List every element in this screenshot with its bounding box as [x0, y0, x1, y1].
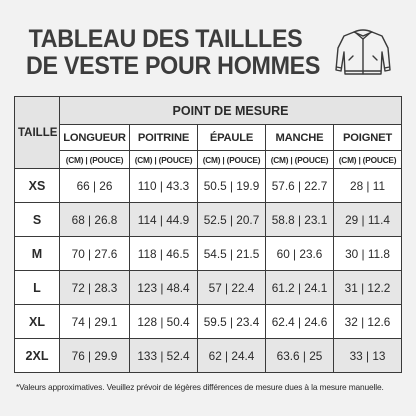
table-cell: 76 | 29.9	[60, 339, 130, 373]
table-cell: 72 | 28.3	[60, 271, 130, 305]
table-cell: 52.5 | 20.7	[198, 203, 266, 237]
table-cell: 60 | 23.6	[266, 237, 334, 271]
table-row	[15, 305, 402, 339]
table-cell: 110 | 43.3	[130, 169, 198, 203]
table-cell: 28 | 11	[334, 169, 402, 203]
table-row	[15, 203, 402, 237]
table-row	[15, 339, 402, 373]
table-cell: 62 | 24.4	[198, 339, 266, 373]
table-cell: 61.2 | 24.1	[266, 271, 334, 305]
column-header-length: LONGUEUR	[60, 125, 130, 151]
table-row	[15, 271, 402, 305]
table-cell: 57 | 22.4	[198, 271, 266, 305]
size-label: 2XL	[15, 339, 60, 373]
table-cell: 58.8 | 23.1	[266, 203, 334, 237]
unit-wrist: (CM) | (POUCE)	[334, 151, 402, 169]
table-cell: 29 | 11.4	[334, 203, 402, 237]
table-cell: 74 | 29.1	[60, 305, 130, 339]
table-row	[15, 237, 402, 271]
table-cell: 50.5 | 19.9	[198, 169, 266, 203]
table-cell: 62.4 | 24.6	[266, 305, 334, 339]
measure-point-header: POINT DE MESURE	[60, 97, 402, 125]
table-cell: 114 | 44.9	[130, 203, 198, 237]
unit-sleeve: (CM) | (POUCE)	[266, 151, 334, 169]
table-cell: 70 | 27.6	[60, 237, 130, 271]
column-header-wrist: POIGNET	[334, 125, 402, 151]
size-label: XL	[15, 305, 60, 339]
table-cell: 54.5 | 21.5	[198, 237, 266, 271]
page-title	[26, 25, 321, 80]
table-cell: 31 | 12.2	[334, 271, 402, 305]
size-label: M	[15, 237, 60, 271]
column-header-sleeve: MANCHE	[266, 125, 334, 151]
table-cell: 118 | 46.5	[130, 237, 198, 271]
column-header-chest: POITRINE	[130, 125, 198, 151]
unit-shoulder: (CM) | (POUCE)	[198, 151, 266, 169]
column-header-shoulder: ÉPAULE	[198, 125, 266, 151]
table-cell: 57.6 | 22.7	[266, 169, 334, 203]
table-cell: 33 | 13	[334, 339, 402, 373]
size-header: TAILLE	[15, 97, 60, 169]
title-line-2: DE VESTE POUR HOMMES	[26, 52, 321, 80]
table-cell: 68 | 26.8	[60, 203, 130, 237]
size-label: XS	[15, 169, 60, 203]
table-cell: 66 | 26	[60, 169, 130, 203]
table-cell: 128 | 50.4	[130, 305, 198, 339]
table-cell: 32 | 12.6	[334, 305, 402, 339]
title-line-1: TABLEAU DES TAILLLES	[28, 25, 303, 53]
size-table	[14, 96, 402, 373]
table-cell: 123 | 48.4	[130, 271, 198, 305]
table-row	[15, 169, 402, 203]
unit-length: (CM) | (POUCE)	[60, 151, 130, 169]
footnote: *Valeurs approximatives. Veuillez prévoir de légères différences de mesure dues à la mesure manuelle.	[16, 382, 384, 392]
size-label: S	[15, 203, 60, 237]
table-cell: 59.5 | 23.4	[198, 305, 266, 339]
table-cell: 133 | 52.4	[130, 339, 198, 373]
table-cell: 63.6 | 25	[266, 339, 334, 373]
size-label: L	[15, 271, 60, 305]
unit-chest: (CM) | (POUCE)	[130, 151, 198, 169]
jacket-icon	[332, 26, 394, 78]
table-cell: 30 | 11.8	[334, 237, 402, 271]
